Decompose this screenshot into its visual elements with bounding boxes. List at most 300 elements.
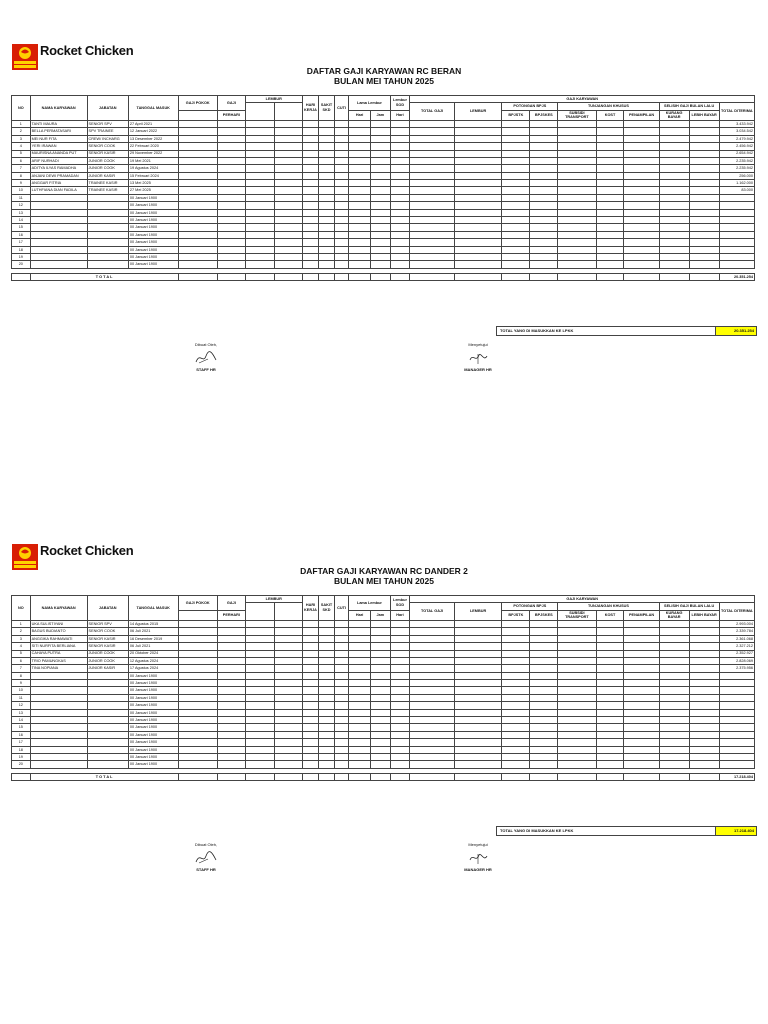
row-cell [178, 731, 217, 738]
row-cell [624, 254, 659, 261]
table-row [12, 620, 755, 627]
row-cell [454, 231, 502, 238]
col-total-gaji: TOTAL GAJI [410, 103, 454, 121]
row-jabatan: JUNIOR COOK [87, 657, 128, 664]
row-cell [659, 709, 689, 716]
row-cell [334, 143, 348, 150]
col-lembur-1 [245, 603, 274, 621]
row-nama: SITI NURFITA BERLIANA [30, 643, 87, 650]
row-cell [659, 694, 689, 701]
row-nama [30, 717, 87, 724]
row-cell [302, 246, 319, 253]
row-cell [302, 254, 319, 261]
row-jabatan [87, 739, 128, 746]
row-cell [530, 150, 558, 157]
row-tanggal: 16 Desember 2019 [128, 635, 178, 642]
row-cell [217, 135, 245, 142]
row-no: 8 [12, 172, 31, 179]
row-cell [454, 628, 502, 635]
row-cell [596, 761, 624, 768]
total-cell [558, 273, 596, 280]
row-no: 12 [12, 202, 31, 209]
row-cell [410, 194, 454, 201]
row-cell [178, 157, 217, 164]
row-cell [558, 217, 596, 224]
row-cell [558, 746, 596, 753]
row-cell [689, 724, 719, 731]
row-total-diterima [719, 687, 754, 694]
row-cell [390, 628, 410, 635]
row-jabatan [87, 239, 128, 246]
row-cell [596, 694, 624, 701]
col-cuti: CUTI [334, 596, 348, 621]
row-nama [30, 194, 87, 201]
col-perhari: PERHARI [217, 110, 245, 120]
row-cell [217, 657, 245, 664]
total-row [12, 273, 755, 280]
row-cell [319, 172, 335, 179]
row-cell [624, 643, 659, 650]
row-cell [319, 128, 335, 135]
row-cell [370, 254, 390, 261]
row-tanggal: 00 Januari 1900 [128, 231, 178, 238]
row-cell [319, 202, 335, 209]
row-cell [689, 754, 719, 761]
row-cell [217, 672, 245, 679]
row-jabatan: SENIOR COOK [87, 628, 128, 635]
row-no: 13 [12, 209, 31, 216]
row-cell [302, 135, 319, 142]
row-cell [502, 657, 530, 664]
row-cell [349, 128, 371, 135]
row-cell [245, 717, 274, 724]
row-total-diterima [719, 217, 754, 224]
row-cell [217, 628, 245, 635]
row-cell [274, 202, 302, 209]
row-total-diterima [719, 231, 754, 238]
row-tanggal: 06 Juli 2021 [128, 628, 178, 635]
col-bpjstk: BPJSTK [502, 610, 530, 620]
row-cell [390, 165, 410, 172]
row-total-diterima [719, 702, 754, 709]
col-gaji-pokok: GAJI POKOK [178, 596, 217, 611]
row-cell [624, 672, 659, 679]
row-nama [30, 754, 87, 761]
menyetujui-label: Menyetujui [468, 842, 488, 847]
row-cell [454, 754, 502, 761]
row-cell [454, 224, 502, 231]
row-jabatan [87, 209, 128, 216]
col-lembur-sod: Lembur SOD [390, 596, 410, 611]
row-no: 17 [12, 239, 31, 246]
row-cell [410, 731, 454, 738]
row-total-diterima [719, 194, 754, 201]
row-nama [30, 254, 87, 261]
row-cell [349, 709, 371, 716]
table-row [12, 165, 755, 172]
row-cell [178, 165, 217, 172]
grand-total-label: TOTAL YANG DI MASUKKAN KE LPKK [500, 828, 574, 833]
row-cell [558, 246, 596, 253]
row-cell [302, 209, 319, 216]
row-cell [245, 254, 274, 261]
row-cell [689, 231, 719, 238]
row-cell [410, 231, 454, 238]
row-cell [558, 731, 596, 738]
row-no: 5 [12, 150, 31, 157]
row-cell [558, 761, 596, 768]
row-cell [596, 187, 624, 194]
row-cell [245, 709, 274, 716]
row-cell [370, 231, 390, 238]
col-lembur-2 [274, 603, 302, 621]
row-cell [349, 217, 371, 224]
row-tanggal: 19 Agustus 2024 [128, 165, 178, 172]
col-tanggal: TANGGAL MASUK [128, 596, 178, 621]
row-cell [302, 724, 319, 731]
row-tanggal: 00 Januari 1900 [128, 761, 178, 768]
row-nama: ANJANI DEWI PRAMADAN [30, 172, 87, 179]
total-cell [502, 273, 530, 280]
row-total-diterima [719, 754, 754, 761]
row-cell [274, 687, 302, 694]
row-cell [454, 731, 502, 738]
row-cell [178, 135, 217, 142]
row-cell [334, 746, 348, 753]
row-cell [178, 672, 217, 679]
row-cell [370, 187, 390, 194]
row-cell [454, 180, 502, 187]
row-total-diterima: 2.456.942 [719, 143, 754, 150]
row-cell [302, 650, 319, 657]
row-cell [245, 246, 274, 253]
row-no: 18 [12, 746, 31, 753]
row-cell [659, 680, 689, 687]
row-cell [349, 717, 371, 724]
table-row [12, 739, 755, 746]
col-tunjangan: TUNJANGAN KHUSUS [558, 103, 659, 110]
row-cell [390, 172, 410, 179]
row-jabatan: SENIOR SPV [87, 620, 128, 627]
row-tanggal: 00 Januari 1900 [128, 717, 178, 724]
row-tanggal: 00 Januari 1900 [128, 680, 178, 687]
row-cell [454, 254, 502, 261]
row-cell [596, 157, 624, 164]
grand-total-value: 20.351.254 [715, 327, 756, 335]
row-total-diterima: 2.235.942 [719, 165, 754, 172]
col-nama: NAMA KARYAWAN [30, 596, 87, 621]
row-nama: YERI IRAWAN [30, 143, 87, 150]
row-cell [390, 731, 410, 738]
row-cell [558, 709, 596, 716]
row-cell [624, 231, 659, 238]
row-cell [349, 687, 371, 694]
row-cell [659, 746, 689, 753]
row-cell [558, 157, 596, 164]
row-total-diterima: 2.375.956 [719, 665, 754, 672]
row-cell [530, 643, 558, 650]
row-total-diterima: 3.433.942 [719, 120, 754, 127]
total-sum: 17.218.404 [719, 773, 754, 780]
row-cell [624, 217, 659, 224]
row-cell [217, 754, 245, 761]
row-nama [30, 761, 87, 768]
row-total-diterima [719, 746, 754, 753]
row-cell [245, 724, 274, 731]
row-cell [178, 709, 217, 716]
row-total-diterima: 2.361.068 [719, 635, 754, 642]
col-selisih: SELISIH GAJI BULAN LALU [659, 603, 719, 610]
row-cell [274, 180, 302, 187]
row-cell [274, 239, 302, 246]
row-cell [454, 150, 502, 157]
row-cell [530, 217, 558, 224]
row-nama: ARIF NURHADI [30, 157, 87, 164]
row-cell [319, 239, 335, 246]
row-cell [689, 702, 719, 709]
row-no: 6 [12, 157, 31, 164]
col-bpjskes: BPJSKES [530, 610, 558, 620]
row-cell [689, 150, 719, 157]
row-cell [302, 754, 319, 761]
col-kurang: KURANG BAYAR [659, 610, 689, 620]
table-row [12, 194, 755, 201]
row-cell [624, 128, 659, 135]
row-cell [245, 224, 274, 231]
company-name: Rocket Chicken [40, 43, 134, 58]
total-label: T O T A L [30, 273, 178, 280]
row-cell [334, 687, 348, 694]
row-cell [596, 135, 624, 142]
row-cell [245, 672, 274, 679]
row-cell [178, 246, 217, 253]
row-cell [624, 165, 659, 172]
row-tanggal: 00 Januari 1900 [128, 254, 178, 261]
row-cell [245, 731, 274, 738]
row-cell [217, 724, 245, 731]
row-cell [245, 754, 274, 761]
row-cell [502, 620, 530, 627]
row-cell [624, 761, 659, 768]
col-bpjskes: BPJSKES [530, 110, 558, 120]
row-cell [558, 143, 596, 150]
row-cell [596, 680, 624, 687]
row-cell [454, 143, 502, 150]
row-cell [319, 165, 335, 172]
row-cell [319, 187, 335, 194]
row-cell [558, 635, 596, 642]
row-no: 18 [12, 246, 31, 253]
row-nama: UKA SULISTIYANI [30, 620, 87, 627]
row-cell [624, 731, 659, 738]
table-row [12, 628, 755, 635]
row-cell [558, 209, 596, 216]
row-cell [624, 620, 659, 627]
row-cell [319, 157, 335, 164]
row-cell [558, 194, 596, 201]
row-cell [454, 135, 502, 142]
row-cell [274, 128, 302, 135]
row-cell [624, 754, 659, 761]
col-no: NO [12, 96, 31, 121]
total-cell [390, 773, 410, 780]
row-cell [596, 202, 624, 209]
col-gaji-pokok: GAJI POKOK [178, 96, 217, 111]
row-cell [596, 754, 624, 761]
row-cell [410, 709, 454, 716]
row-cell [558, 643, 596, 650]
row-cell [596, 254, 624, 261]
col-sod-hari: Hari [390, 610, 410, 620]
row-nama [30, 261, 87, 268]
row-total-diterima [719, 202, 754, 209]
row-cell [390, 150, 410, 157]
menyetujui-label: Menyetujui [468, 342, 488, 347]
row-cell [319, 761, 335, 768]
row-cell [217, 157, 245, 164]
dibuat-oleh-label: Dibuat Oleh, [194, 842, 218, 847]
col-lebih: LEBIH BAYAR [689, 610, 719, 620]
row-tanggal: 00 Januari 1900 [128, 702, 178, 709]
row-cell [558, 172, 596, 179]
total-cell [659, 273, 689, 280]
row-total-diterima [719, 209, 754, 216]
row-total-diterima [719, 694, 754, 701]
row-cell [245, 143, 274, 150]
row-cell [319, 724, 335, 731]
col-gaji-pokok-note [178, 610, 217, 620]
row-cell [410, 665, 454, 672]
row-nama: TRIO PAMUNGKAS [30, 657, 87, 664]
row-cell [558, 680, 596, 687]
row-cell [390, 180, 410, 187]
row-cell [624, 628, 659, 635]
row-cell [659, 217, 689, 224]
row-cell [390, 202, 410, 209]
row-total-diterima: 2.327.212 [719, 643, 754, 650]
row-cell [178, 665, 217, 672]
row-jabatan [87, 731, 128, 738]
row-cell [319, 246, 335, 253]
row-no: 7 [12, 665, 31, 672]
row-cell [624, 120, 659, 127]
row-cell [454, 209, 502, 216]
row-cell [624, 172, 659, 179]
col-kurang: KURANG BAYAR [659, 110, 689, 120]
row-cell [334, 246, 348, 253]
col-tunjangan: TUNJANGAN KHUSUS [558, 603, 659, 610]
grand-total-box [496, 826, 757, 836]
row-cell [502, 254, 530, 261]
salary-table [11, 595, 755, 781]
row-cell [659, 180, 689, 187]
row-cell [624, 657, 659, 664]
row-cell [390, 665, 410, 672]
row-total-diterima [719, 254, 754, 261]
row-cell [245, 635, 274, 642]
row-cell [454, 694, 502, 701]
row-no: 2 [12, 628, 31, 635]
row-cell [349, 746, 371, 753]
row-cell [659, 231, 689, 238]
row-jabatan [87, 261, 128, 268]
row-cell [624, 709, 659, 716]
row-cell [689, 657, 719, 664]
row-cell [410, 754, 454, 761]
total-cell [302, 773, 319, 780]
total-cell [530, 273, 558, 280]
total-cell [349, 273, 371, 280]
row-nama: TANTI MAURA [30, 120, 87, 127]
row-tanggal: 13 Mei 2025 [128, 180, 178, 187]
total-cell [596, 273, 624, 280]
company-name: Rocket Chicken [40, 543, 134, 558]
col-jam: Jam [370, 110, 390, 120]
total-cell [334, 273, 348, 280]
row-cell [178, 694, 217, 701]
row-cell [454, 687, 502, 694]
total-cell [178, 773, 217, 780]
row-cell [274, 739, 302, 746]
total-spacer [12, 773, 31, 780]
col-perhari: PERHARI [217, 610, 245, 620]
row-cell [454, 246, 502, 253]
table-row [12, 217, 755, 224]
row-jabatan: SPV TRAINEE [87, 128, 128, 135]
row-tanggal: 20 Oktober 2024 [128, 650, 178, 657]
row-cell [274, 628, 302, 635]
row-cell [596, 224, 624, 231]
row-cell [302, 202, 319, 209]
table-row [12, 209, 755, 216]
table-row [12, 665, 755, 672]
row-cell [370, 694, 390, 701]
row-cell [530, 157, 558, 164]
table-row [12, 246, 755, 253]
table-row [12, 702, 755, 709]
row-cell [689, 194, 719, 201]
row-cell [349, 157, 371, 164]
col-lembur: LEMBUR [245, 96, 302, 103]
row-cell [349, 643, 371, 650]
row-cell [410, 702, 454, 709]
row-cell [596, 657, 624, 664]
row-cell [454, 194, 502, 201]
row-cell [178, 702, 217, 709]
row-cell [370, 724, 390, 731]
row-cell [302, 150, 319, 157]
row-cell [390, 187, 410, 194]
row-cell [178, 643, 217, 650]
row-cell [302, 709, 319, 716]
row-cell [596, 643, 624, 650]
row-cell [370, 709, 390, 716]
row-cell [319, 709, 335, 716]
row-cell [245, 628, 274, 635]
row-cell [319, 635, 335, 642]
row-nama [30, 687, 87, 694]
row-cell [558, 754, 596, 761]
row-cell [530, 239, 558, 246]
row-cell [659, 657, 689, 664]
row-cell [530, 709, 558, 716]
row-no: 3 [12, 135, 31, 142]
row-cell [659, 635, 689, 642]
row-cell [370, 128, 390, 135]
row-cell [302, 635, 319, 642]
row-cell [390, 657, 410, 664]
row-cell [334, 672, 348, 679]
